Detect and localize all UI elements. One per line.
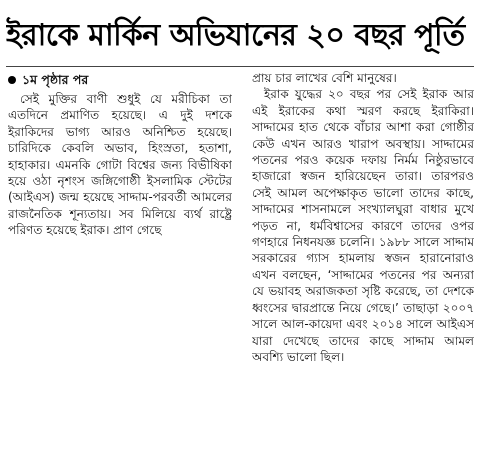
left-paragraph: সেই মুক্তির বাণী শুধুই যে মরীচিকা তা এতদিনে প্রমাণিত হয়েছে। এ দুই দশকে ইরাকিদের ভাগ্য আরও অনিশ্চিত হয়েছে। চারিদিকে কেবলি অভাব, হিংস্রতা, হতাশা, হাহাকার। এমনকি গোটা বিশ্বের জন্য বিভীষিকা হয়ে ওঠা নৃশংস জঙ্গিগোষ্ঠী ইসলামিক স্টেটের (আইএস) জন্ম হয়েছে সাদ্দাম-পরবর্তী আমলের রাজনৈতিক শূন্যতায়। সব মিলিয়ে ব্যর্থ রাষ্ট্রে পরিণত হয়েছে ইরাক। প্রাণ গেছে: [8, 92, 232, 238]
right-paragraph-lead: প্রায় চার লাখের বেশি মানুষের।: [252, 71, 397, 85]
continuation-label: ১ম পৃষ্ঠার পর: [22, 72, 89, 87]
headline: ইরাকে মার্কিন অভিযানের ২০ বছর পূর্তি: [6, 18, 465, 53]
left-column: [8, 72, 232, 402]
headline-divider: [6, 66, 474, 67]
continuation-marker: [8, 72, 232, 88]
right-paragraph: ইরাক যুদ্ধের ২০ বছর পর সেই ইরাক আর এই ইরাকের কথা স্মরণ করছে ইরাকিরা। সাদ্দামের হাত থেকে বাঁচার আশা করা গোষ্ঠীর কেউ এখন আরও খারাপ অবস্থায়। সাদ্দামের পতনের পরও কয়েক দফায় নির্মম নিষ্ঠুরভাবে হাজারো স্বজন হারিয়েছেন তারা। তারপরও সেই আমল অপেক্ষাকৃত ভালো তাদের কাছে, সাদ্দামের শাসনামলে সংখ্যালঘুরা বাধার মুখে পড়ত না, ধর্মবিশ্বাসের কারণে তাদের ওপর গণহারে নিধনযজ্ঞ চলেনি। ১৯৮৮ সালে সাদ্দাম সরকারের গ্যাস হামলায় স্বজন হারানোরাও এখন বলছেন, ‘সাদ্দামের পতনের পর অন্যরা যে ভয়াবহ অরাজকতা সৃষ্টি করেছে, তা দেশকে ধ্বংসের দ্বারপ্রান্তে নিয়ে গেছে।’ তাছাড়া ২০০৭ সালে আল-কায়েদা এবং ২০১৪ সালে আইএস যারা দেখেছে তাদের কাছে সাদ্দাম আমল অবশ্যি ভালো ছিল।: [252, 87, 474, 364]
bullet-icon: [8, 76, 16, 84]
right-column: [252, 70, 474, 458]
